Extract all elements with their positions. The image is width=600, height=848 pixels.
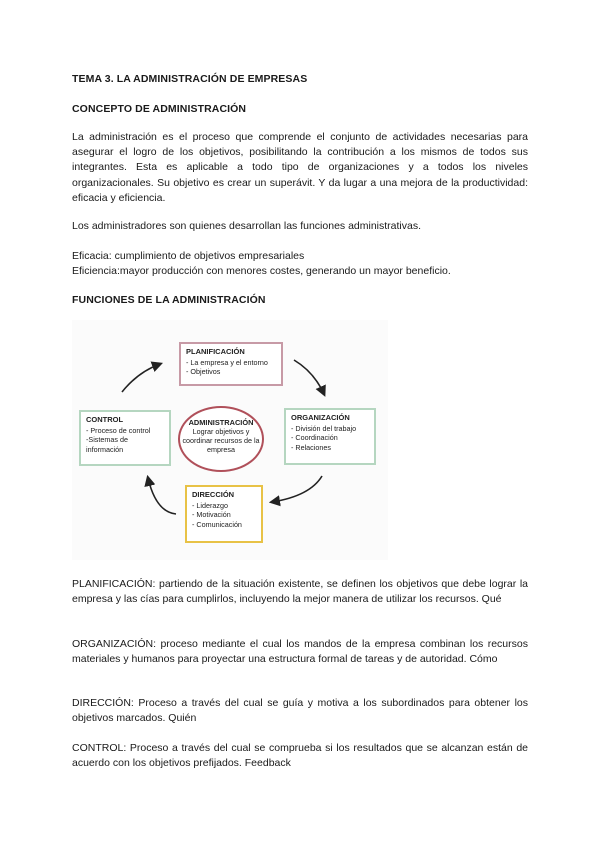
- planificacion-box: [179, 342, 283, 386]
- direccion-title: DIRECCIÓN: [192, 490, 235, 499]
- control-paragraph: CONTROL: Proceso a través del cual se comprueba si los resultados que se alcanzan están de acuerdo con los objetivos prefijados. Feedback: [72, 742, 528, 770]
- direccion-item: - Comunicación: [192, 519, 242, 529]
- planificacion-title: PLANIFICACIÓN: [186, 347, 245, 356]
- arrow-organizacion-to-direccion: [272, 476, 322, 502]
- arrow-direccion-to-control: [148, 478, 176, 514]
- planificacion-item: - La empresa y el entorno: [186, 357, 268, 367]
- direccion-item: - Liderazgo: [192, 500, 228, 510]
- control-item: - Proceso de control: [86, 425, 151, 435]
- eficiencia-definition: Eficiencia:mayor producción con menores costes, generando un mayor beneficio.: [72, 265, 451, 277]
- planificacion-item: - Objetivos: [186, 367, 221, 377]
- functions-heading: FUNCIONES DE LA ADMINISTRACIÓN: [72, 294, 266, 306]
- planificacion-paragraph: PLANIFICACIÓN: partiendo de la situación existente, se definen los objetivos que debe lograr la empresa y las cías para cumplirlos, incluyendo la mejor manera de utilizar los recursos. Qué: [72, 578, 528, 606]
- administracion-circle: [178, 406, 264, 472]
- control-title: CONTROL: [86, 415, 124, 424]
- arrow-control-to-planificacion: [122, 364, 160, 392]
- control-item: información: [86, 444, 124, 454]
- organizacion-box: [284, 408, 376, 465]
- document-title: TEMA 3. LA ADMINISTRACIÓN DE EMPRESAS: [72, 73, 308, 85]
- administracion-title: ADMINISTRACIÓN: [188, 418, 254, 427]
- direccion-paragraph: DIRECCIÓN: Proceso a través del cual se guía y motiva a los subordinados para obtener los objetivos marcados. Quién: [72, 697, 528, 725]
- organizacion-item: - Coordinación: [291, 433, 338, 443]
- direccion-item: - Motivación: [192, 510, 231, 520]
- organizacion-item: - División del trabajo: [291, 423, 357, 433]
- organizacion-paragraph: ORGANIZACIÓN: proceso mediante el cual los mandos de la empresa combinan los recursos materiales y humanos para proyectar una estructura formal de tareas y de autoridad. Cómo: [72, 638, 528, 666]
- concept-paragraph: La administración es el proceso que comprende el conjunto de actividades necesarias para asegurar el logro de los objetivos, posibilitando la contribución a los mismos de todos sus integrantes. Esta es aplicable a todo tipo de organizaciones y a todos los niveles organizacionales. Su objetivo es crear un superávit. Y da lugar a una mejora de la productividad: eficacia y eficiencia.: [72, 131, 528, 204]
- control-item: -Sistemas de: [86, 435, 128, 445]
- eficacia-definition: Eficacia: cumplimiento de objetivos empresariales: [72, 250, 305, 262]
- administracion-text: Lograr objetivos y coordinar recursos de la empresa: [182, 427, 260, 454]
- organizacion-title: ORGANIZACIÓN: [291, 413, 350, 422]
- concept-heading: CONCEPTO DE ADMINISTRACIÓN: [72, 103, 247, 115]
- functions-diagram: [72, 320, 388, 560]
- arrow-planificacion-to-organizacion: [294, 360, 324, 394]
- direccion-box: [185, 485, 263, 543]
- organizacion-item: - Relaciones: [291, 442, 331, 452]
- admins-paragraph: Los administradores son quienes desarrollan las funciones administrativas.: [72, 220, 422, 232]
- control-box: [79, 410, 171, 466]
